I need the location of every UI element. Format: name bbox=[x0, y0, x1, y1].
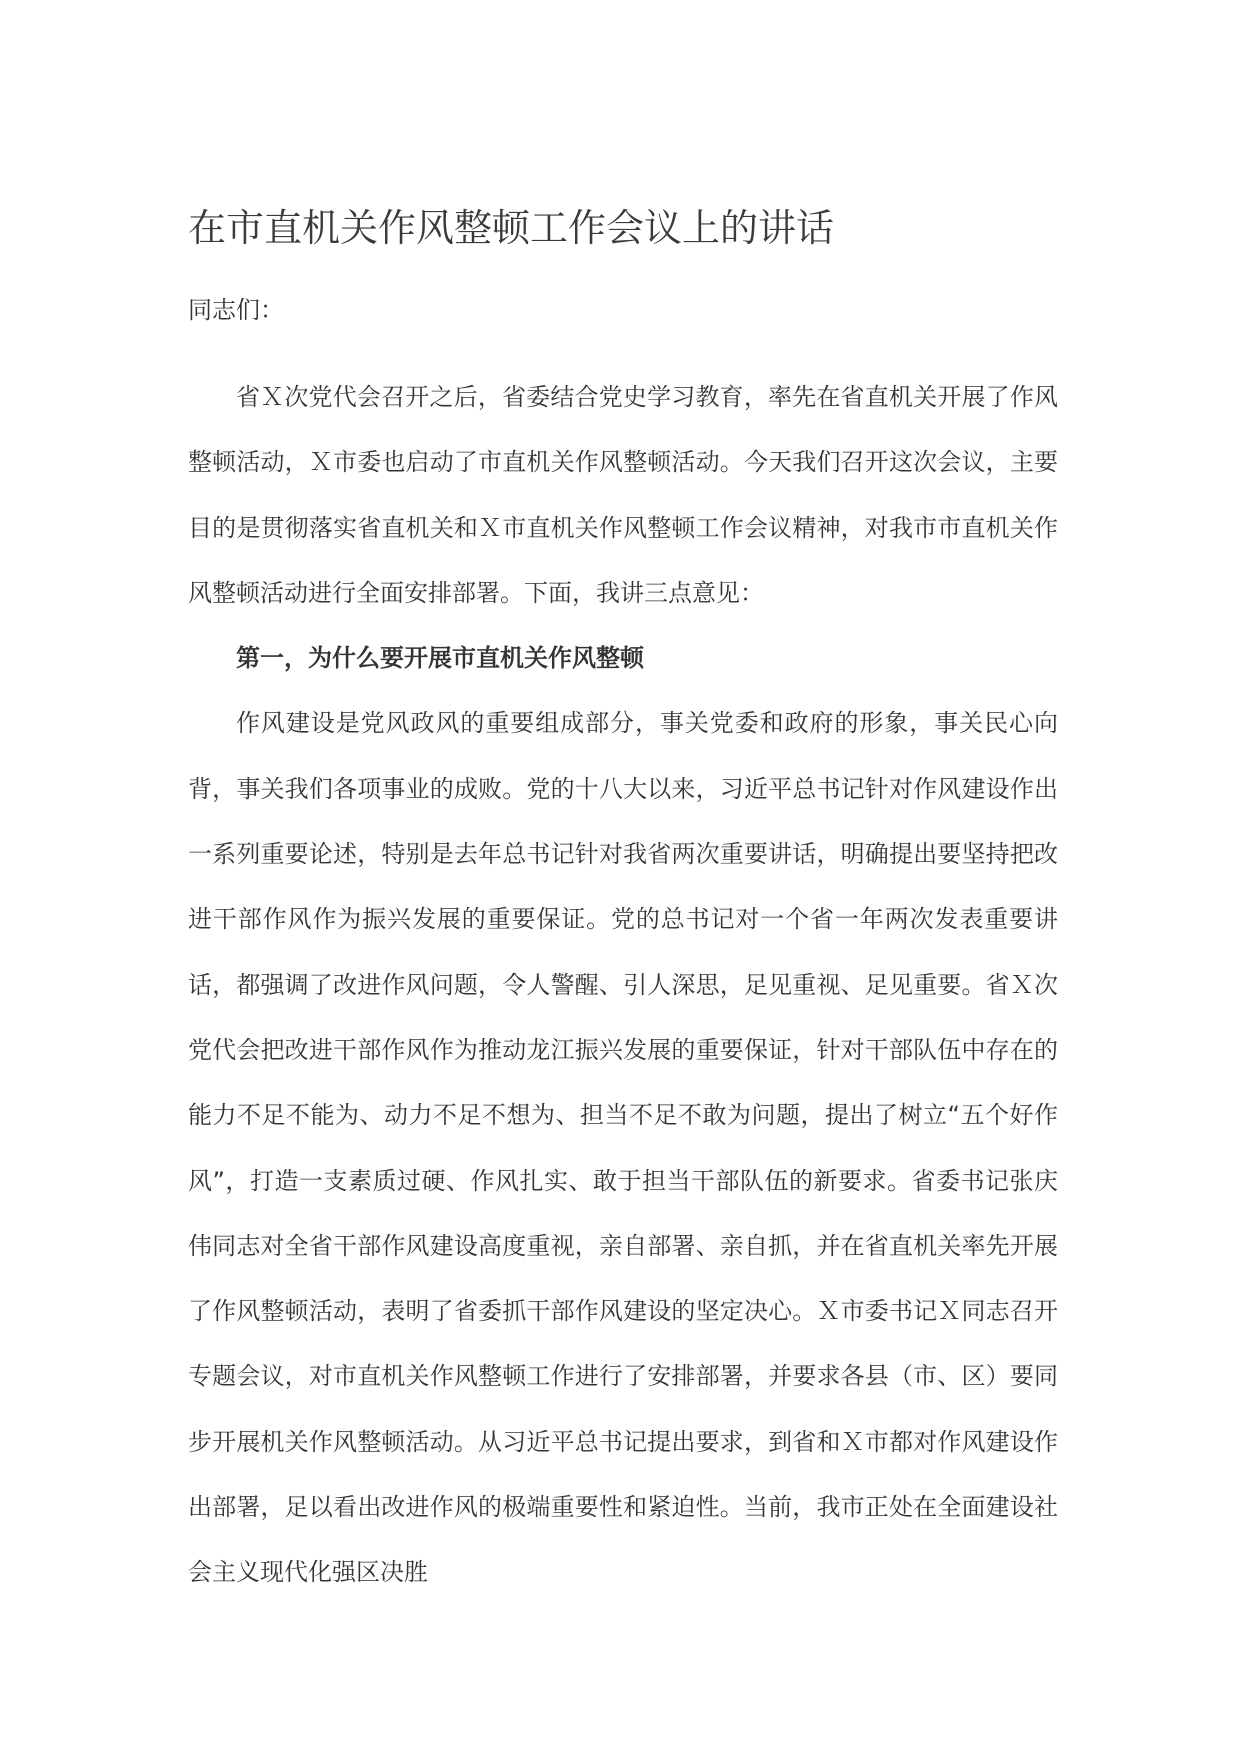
section-heading-1: 第一，为什么要开展市直机关作风整顿 bbox=[236, 644, 644, 673]
document-title: 在市直机关作风整顿工作会议上的讲话 bbox=[188, 206, 835, 250]
salutation: 同志们： bbox=[188, 296, 284, 324]
paragraph-intro: 省Ｘ次党代会召开之后，省委结合党史学习教育，率先在省直机关开展了作风整顿活动，Ｘ市委也启动了市直机关作风整顿活动。今天我们召开这次会议，主要目的是贯彻落实省直机关和Ｘ市直机关作风整顿工作会议精神，对我市市直机关作风整顿活动进行全面安排部署。下面，我讲三点意见： bbox=[188, 383, 1058, 607]
paragraph-section-1: 作风建设是党风政风的重要组成部分，事关党委和政府的形象，事关民心向背，事关我们各项事业的成败。党的十八大以来，习近平总书记针对作风建设作出一系列重要论述，特别是去年总书记针对我省两次重要讲话，明确提出要坚持把改进干部作风作为振兴发展的重要保证。党的总书记对一个省一年两次发表重要讲话，都强调了改进作风问题，令人警醒、引人深思，足见重视、足见重要。省Ｘ次党代会把改进干部作风作为推动龙江振兴发展的重要保证，针对干部队伍中存在的能力不足不能为、动力不足不想为、担当不足不敢为问题，提出了树立“五个好作风”，打造一支素质过硬、作风扎实、敢于担当干部队伍的新要求。省委书记张庆伟同志对全省干部作风建设高度重视，亲自部署、亲自抓，并在省直机关率先开展了作风整顿活动，表明了省委抓干部作风建设的坚定决心。Ｘ市委书记Ｘ同志召开专题会议，对市直机关作风整顿工作进行了安排部署，并要求各县（市、区）要同步开展机关作风整顿活动。从习近平总书记提出要求，到省和Ｘ市都对作风建设作出部署，足以看出改进作风的极端重要性和紧迫性。当前，我市正处在全面建设社会主义现代化强区决胜 bbox=[188, 709, 1058, 1587]
document-body bbox=[188, 365, 1058, 1606]
